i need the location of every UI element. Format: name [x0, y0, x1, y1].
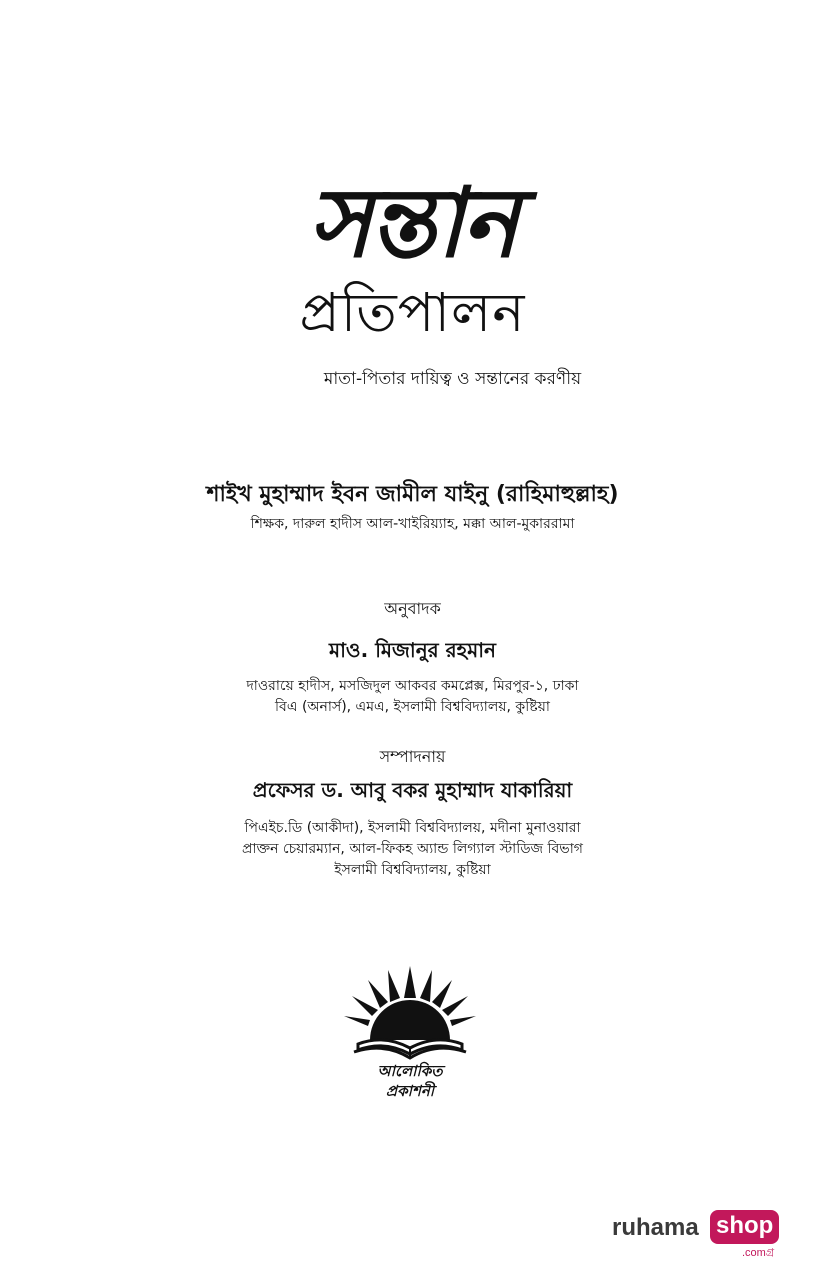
publisher-name-line-1: আলোকিত [377, 1062, 443, 1080]
book-title-main: সন্তান [308, 167, 517, 279]
watermark-com-text: .comগ্র [742, 1247, 775, 1259]
editor-line-3: ইসলামী বিশ্ববিদ্যালয়, কুষ্টিয়া [334, 862, 491, 878]
editor-name: প্রফেসর ড. আবু বকর মুহাম্মাদ যাকারিয়া [252, 778, 573, 802]
watermark-ruhama-text: ruhama [612, 1214, 699, 1241]
translator-name: মাও. মিজানুর রহমান [329, 638, 496, 662]
author-description: শিক্ষক, দারুল হাদীস আল-খাইরিয়্যাহ, মক্কা আল-মুকাররামা [250, 516, 575, 532]
author-name: শাইখ মুহাম্মাদ ইবন জামীল যাইনু (রাহিমাহুল্লাহ) [206, 482, 619, 507]
watermark-shop-text: shop [710, 1210, 779, 1244]
editor-line-1: পিএইচ.ডি (আকীদা), ইসলামী বিশ্ববিদ্যালয়, মদীনা মুনাওয়ারা [244, 820, 581, 836]
editor-line-2: প্রাক্তন চেয়ারম্যান, আল-ফিকহ অ্যান্ড লিগ্যাল স্টাডিজ বিভাগ [242, 841, 583, 857]
publisher-logo [330, 958, 490, 1118]
publisher-name-line-2: প্রকাশনী [385, 1082, 435, 1100]
ruhamashop-watermark [612, 1208, 782, 1259]
translator-line-2: বিএ (অনার্স), এমএ, ইসলামী বিশ্ববিদ্যালয়, কুষ্টিয়া [275, 699, 550, 715]
book-title-sub: প্রতিপালন [299, 281, 526, 344]
translator-label: অনুবাদক [384, 599, 441, 618]
sunrise-book-icon [330, 958, 490, 1068]
book-tagline: মাতা-পিতার দায়িত্ব ও সন্তানের করণীয় [323, 369, 582, 389]
translator-line-1: দাওরায়ে হাদীস, মসজিদুল আকবর কমপ্লেক্স, মিরপুর-১, ঢাকা [246, 678, 579, 694]
editor-label: সম্পাদনায় [379, 747, 446, 766]
